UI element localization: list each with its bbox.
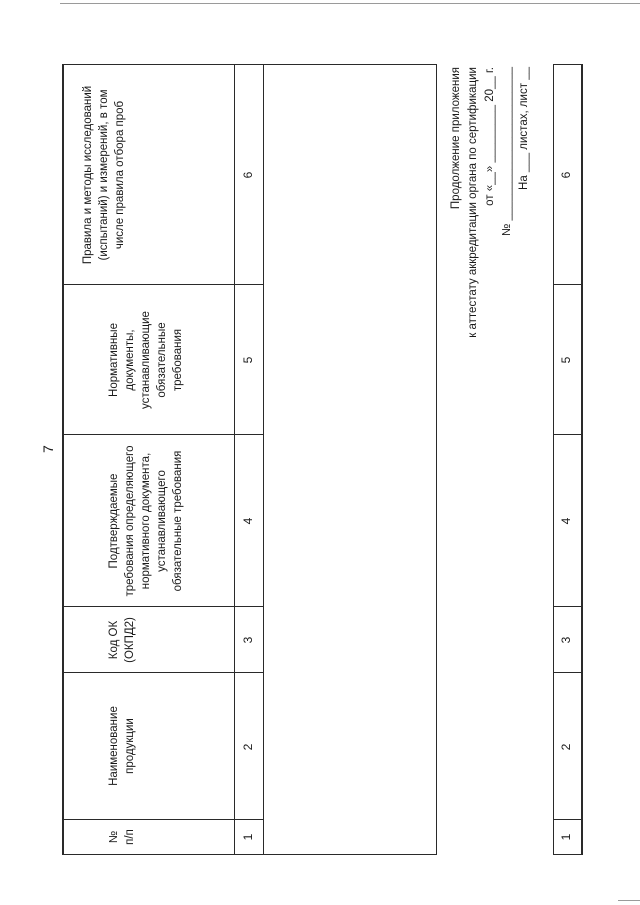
t2-col-num-3: 3 bbox=[559, 636, 573, 644]
header-product-name: Наименование продукции bbox=[108, 706, 136, 786]
t2-col-num-5: 5 bbox=[559, 356, 573, 364]
t2-col-num-2: 2 bbox=[559, 743, 573, 751]
t1-col-num-5: 5 bbox=[241, 356, 255, 364]
t1-col-num-6: 6 bbox=[241, 171, 255, 179]
t1-col-num-2: 2 bbox=[241, 743, 255, 751]
header-normative-docs: Нормативные документы, устанавливающие обязательные требования bbox=[108, 311, 184, 409]
t1-col-num-1: 1 bbox=[241, 833, 255, 841]
header-requirements: Подтверждаемые требования определяющего нормативного документа, устанавливающего обязательные требования bbox=[108, 445, 184, 597]
t2-col-num-6: 6 bbox=[559, 171, 573, 179]
header-number: № п/п bbox=[108, 829, 136, 845]
t2-col-num-4: 4 bbox=[559, 517, 573, 525]
t1-col-num-4: 4 bbox=[241, 517, 255, 525]
header-okpd2-code: Код ОК (ОКПД2) bbox=[108, 617, 136, 663]
header-test-methods: Правила и методы исследований (испытаний) и измерений, в том числе правила отбора проб bbox=[82, 85, 126, 265]
t2-col-num-1: 1 bbox=[559, 833, 573, 841]
continuation-header: Продолжение приложения к аттестату аккредитации органа по сертификации от «__» _________ 20__ г. № ________________________ На ___ листах, лист __ bbox=[450, 67, 530, 338]
page-number: 7 bbox=[40, 445, 56, 453]
t1-col-num-3: 3 bbox=[241, 636, 255, 644]
